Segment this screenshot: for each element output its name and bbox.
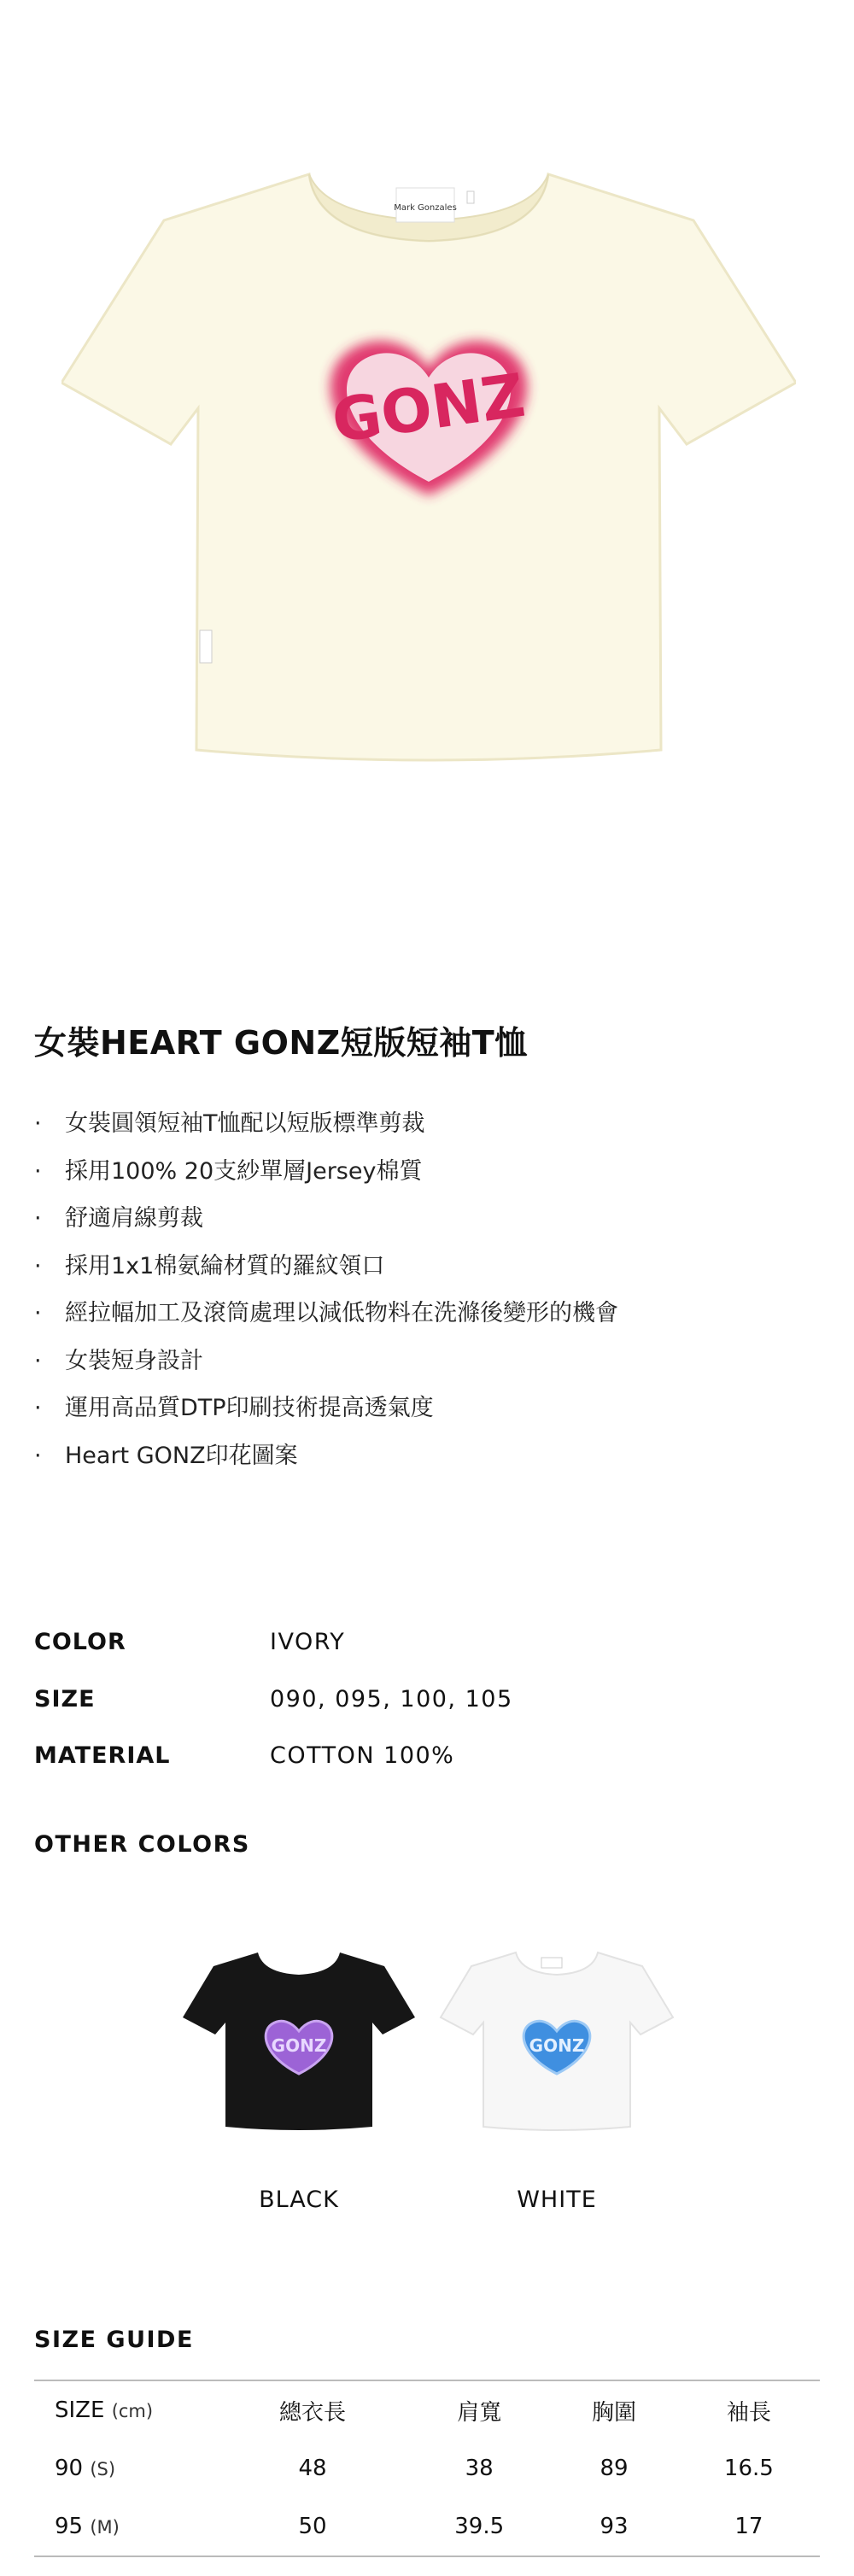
table-row: 95 (M) 50 39.5 93 17: [34, 2497, 820, 2556]
bullet-dot: ·: [34, 1157, 42, 1185]
other-colors-title: OTHER COLORS: [34, 1831, 250, 1858]
ivory-tshirt-image: [61, 169, 796, 767]
bullet-dot: ·: [34, 1347, 42, 1374]
product-image: [0, 0, 854, 957]
feature-text: 經拉幅加工及滾筒處理以減低物料在洗滌後變形的機會: [65, 1300, 618, 1326]
column-header-size: SIZE (cm): [55, 2397, 154, 2423]
bullet-dot: ·: [34, 1300, 42, 1326]
feature-text: 採用1x1棉氨綸材質的羅紋領口: [65, 1252, 385, 1279]
bullet-dot: ·: [34, 1252, 42, 1279]
product-title: 女裝HEART GONZ短版短袖T恤: [34, 1024, 528, 1062]
feature-item: [34, 1338, 618, 1385]
feature-item: [34, 1290, 618, 1338]
bullet-dot: ·: [34, 1205, 42, 1232]
white-tshirt-image: [437, 1939, 676, 2144]
feature-text: 女裝短身設計: [65, 1347, 203, 1374]
column-header-sleeve: 袖長: [726, 2399, 771, 2426]
table-header-row: [34, 2380, 820, 2439]
spec-key: SIZE: [34, 1686, 96, 1712]
feature-item: [34, 1148, 618, 1196]
black-tshirt-image: [179, 1939, 418, 2144]
spec-value: COTTON 100%: [270, 1742, 455, 1769]
color-label-black[interactable]: BLACK: [259, 2187, 339, 2213]
color-swatch-white[interactable]: [437, 1939, 676, 2144]
color-label-white[interactable]: WHITE: [517, 2187, 597, 2213]
feature-item: [34, 1195, 618, 1243]
feature-item: [34, 1100, 618, 1148]
column-header-chest: 胸圍: [592, 2399, 637, 2426]
color-swatch-black[interactable]: [179, 1939, 418, 2144]
size-guide-table: [34, 2380, 820, 2557]
feature-list: [34, 1100, 618, 1479]
feature-text: 舒適肩線剪裁: [65, 1205, 203, 1232]
feature-text: 女裝圓領短袖T恤配以短版標準剪裁: [65, 1110, 425, 1137]
bullet-dot: ·: [34, 1442, 42, 1469]
column-header-length: 總衣長: [279, 2399, 347, 2426]
feature-item: [34, 1243, 618, 1291]
spec-value: IVORY: [270, 1629, 346, 1655]
svg-text:GONZ: GONZ: [271, 2035, 327, 2056]
feature-item: [34, 1385, 618, 1432]
table-row: 90 (S) 48 38 89 16.5: [55, 2456, 774, 2481]
feature-text: 採用100% 20支紗單層Jersey棉質: [65, 1157, 423, 1185]
column-header-shoulder: 肩寬: [457, 2399, 502, 2426]
spec-key: COLOR: [34, 1629, 126, 1655]
feature-item: [34, 1432, 618, 1480]
bullet-dot: ·: [34, 1395, 42, 1421]
svg-text:GONZ: GONZ: [529, 2035, 585, 2056]
svg-text:Mark Gonzales: Mark Gonzales: [394, 203, 457, 213]
spec-key: MATERIAL: [34, 1742, 171, 1769]
size-guide-title: SIZE GUIDE: [34, 2327, 194, 2353]
bullet-dot: ·: [34, 1110, 42, 1137]
feature-text: 運用高品質DTP印刷技術提高透氣度: [65, 1395, 434, 1421]
svg-text:GONZ: GONZ: [327, 360, 529, 457]
feature-text: Heart GONZ印花圖案: [65, 1442, 298, 1469]
spec-value: 090, 095, 100, 105: [270, 1686, 513, 1712]
